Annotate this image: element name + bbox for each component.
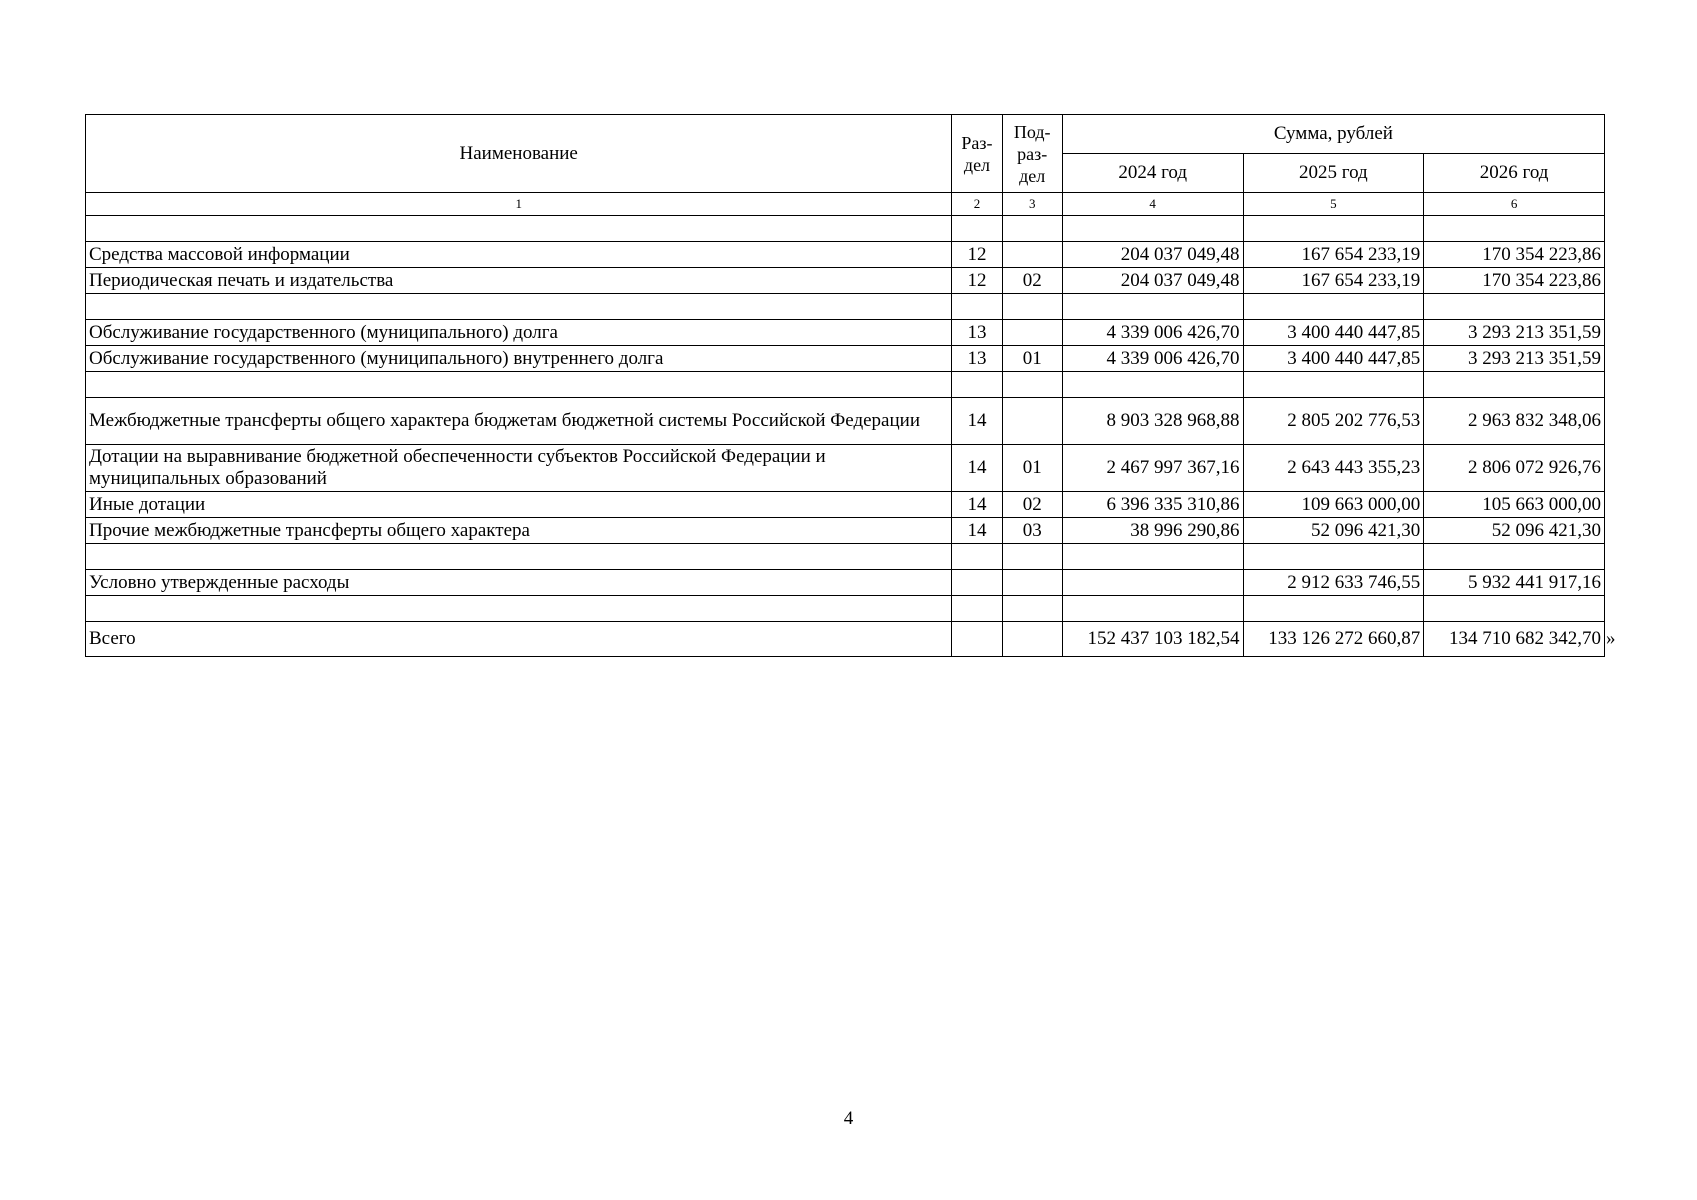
row-sum-2026: 3 293 213 351,59 bbox=[1424, 346, 1605, 372]
header-row-top bbox=[86, 115, 1605, 154]
row-sum-2025: 52 096 421,30 bbox=[1243, 518, 1424, 544]
row-sum-2026: 105 663 000,00 bbox=[1424, 492, 1605, 518]
row-name: Иные дотации bbox=[86, 492, 952, 518]
row-sum-2025: 109 663 000,00 bbox=[1243, 492, 1424, 518]
table-row bbox=[86, 398, 1605, 445]
budget-table bbox=[85, 114, 1605, 657]
column-number: 1 bbox=[86, 193, 952, 216]
column-number: 3 bbox=[1002, 193, 1062, 216]
column-number: 4 bbox=[1062, 193, 1243, 216]
row-name: Межбюджетные трансферты общего характера бюджетам бюджетной системы Российской Федерации bbox=[86, 398, 952, 445]
header-section: Раз- дел bbox=[952, 115, 1002, 193]
spacer-row bbox=[86, 544, 1605, 570]
row-sum-2026: 170 354 223,86 bbox=[1424, 242, 1605, 268]
header-year-2026: 2026 год bbox=[1424, 154, 1605, 193]
row-sum-2026: 170 354 223,86 bbox=[1424, 268, 1605, 294]
row-subsection bbox=[1002, 622, 1062, 657]
row-sum-2025: 133 126 272 660,87 bbox=[1243, 622, 1424, 657]
row-sum-2024: 204 037 049,48 bbox=[1062, 268, 1243, 294]
row-name: Всего bbox=[86, 622, 952, 657]
row-name: Периодическая печать и издательства bbox=[86, 268, 952, 294]
table-row bbox=[86, 570, 1605, 596]
total-row bbox=[86, 622, 1605, 657]
row-sum-2024: 152 437 103 182,54 bbox=[1062, 622, 1243, 657]
row-sum-2025: 2 805 202 776,53 bbox=[1243, 398, 1424, 445]
row-section: 14 bbox=[952, 445, 1002, 492]
row-sum-2026: 3 293 213 351,59 bbox=[1424, 320, 1605, 346]
row-subsection: 01 bbox=[1002, 445, 1062, 492]
row-sum-2024: 6 396 335 310,86 bbox=[1062, 492, 1243, 518]
row-sum-2024: 2 467 997 367,16 bbox=[1062, 445, 1243, 492]
row-sum-2025: 167 654 233,19 bbox=[1243, 268, 1424, 294]
table-row bbox=[86, 492, 1605, 518]
spacer-row bbox=[86, 294, 1605, 320]
row-sum-2024: 8 903 328 968,88 bbox=[1062, 398, 1243, 445]
header-name: Наименование bbox=[86, 115, 952, 193]
row-section: 13 bbox=[952, 346, 1002, 372]
header-row-column-numbers bbox=[86, 193, 1605, 216]
spacer-row bbox=[86, 216, 1605, 242]
table-row bbox=[86, 346, 1605, 372]
row-sum-2026: 2 963 832 348,06 bbox=[1424, 398, 1605, 445]
row-section: 14 bbox=[952, 518, 1002, 544]
row-sum-2026: 52 096 421,30 bbox=[1424, 518, 1605, 544]
column-number: 5 bbox=[1243, 193, 1424, 216]
spacer-row bbox=[86, 372, 1605, 398]
row-name: Средства массовой информации bbox=[86, 242, 952, 268]
header-year-2025: 2025 год bbox=[1243, 154, 1424, 193]
row-subsection bbox=[1002, 320, 1062, 346]
row-name: Обслуживание государственного (муниципального) долга bbox=[86, 320, 952, 346]
row-section: 12 bbox=[952, 242, 1002, 268]
row-name: Обслуживание государственного (муниципального) внутреннего долга bbox=[86, 346, 952, 372]
table-row bbox=[86, 268, 1605, 294]
row-sum-2025: 167 654 233,19 bbox=[1243, 242, 1424, 268]
row-sum-2025: 2 912 633 746,55 bbox=[1243, 570, 1424, 596]
row-subsection bbox=[1002, 242, 1062, 268]
row-subsection bbox=[1002, 398, 1062, 445]
row-sum-2024: 4 339 006 426,70 bbox=[1062, 346, 1243, 372]
row-sum-2025: 2 643 443 355,23 bbox=[1243, 445, 1424, 492]
row-subsection: 02 bbox=[1002, 492, 1062, 518]
row-sum-2026: 134 710 682 342,70 bbox=[1424, 622, 1605, 657]
header-year-2024: 2024 год bbox=[1062, 154, 1243, 193]
row-subsection: 02 bbox=[1002, 268, 1062, 294]
row-sum-2025: 3 400 440 447,85 bbox=[1243, 346, 1424, 372]
header-subsection: Под- раз- дел bbox=[1002, 115, 1062, 193]
page-number: 4 bbox=[843, 1108, 854, 1129]
row-section: 13 bbox=[952, 320, 1002, 346]
row-sum-2024: 38 996 290,86 bbox=[1062, 518, 1243, 544]
row-subsection: 03 bbox=[1002, 518, 1062, 544]
row-subsection bbox=[1002, 570, 1062, 596]
row-name: Дотации на выравнивание бюджетной обеспеченности субъектов Российской Федерации и муниципальных образований bbox=[86, 445, 952, 492]
column-number: 2 bbox=[952, 193, 1002, 216]
row-name: Прочие межбюджетные трансферты общего характера bbox=[86, 518, 952, 544]
header-sum: Сумма, рублей bbox=[1062, 115, 1604, 154]
table-row bbox=[86, 518, 1605, 544]
table-row bbox=[86, 242, 1605, 268]
row-sum-2024: 4 339 006 426,70 bbox=[1062, 320, 1243, 346]
row-section bbox=[952, 622, 1002, 657]
row-section: 12 bbox=[952, 268, 1002, 294]
row-sum-2024: 204 037 049,48 bbox=[1062, 242, 1243, 268]
row-sum-2024 bbox=[1062, 570, 1243, 596]
column-number: 6 bbox=[1424, 193, 1605, 216]
row-sum-2026: 5 932 441 917,16 bbox=[1424, 570, 1605, 596]
row-section: 14 bbox=[952, 492, 1002, 518]
row-sum-2025: 3 400 440 447,85 bbox=[1243, 320, 1424, 346]
spacer-row bbox=[86, 596, 1605, 622]
table-row bbox=[86, 445, 1605, 492]
row-section bbox=[952, 570, 1002, 596]
row-sum-2026: 2 806 072 926,76 bbox=[1424, 445, 1605, 492]
row-name: Условно утвержденные расходы bbox=[86, 570, 952, 596]
table-row bbox=[86, 320, 1605, 346]
row-subsection: 01 bbox=[1002, 346, 1062, 372]
row-section: 14 bbox=[952, 398, 1002, 445]
closing-quote: » bbox=[1606, 628, 1616, 649]
